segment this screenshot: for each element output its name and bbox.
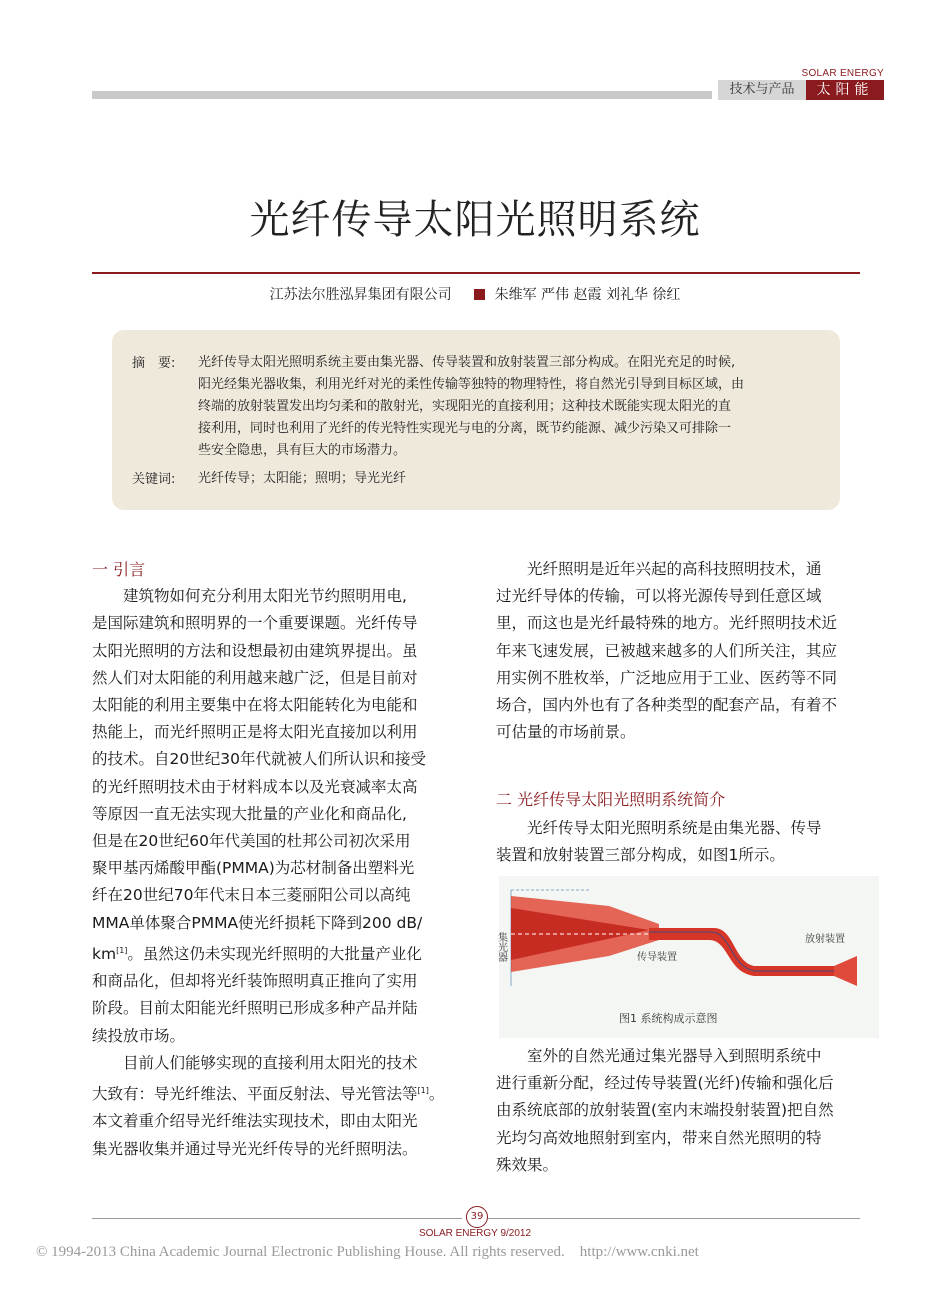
journal-name-en: SOLAR ENERGY [801,68,884,79]
text-line: 进行重新分配，经过传导装置(光纤)传输和强化后 [496,1074,834,1093]
journal-name-cn: 太阳能 [806,80,884,100]
abstract-label: 摘 要: [132,356,176,371]
article-title: 光纤传导太阳光照明系统 [249,197,701,243]
emitter-head [834,956,857,986]
text-line: 室外的自然光通过集光器导入到照明系统中 [527,1047,822,1065]
text-line: 光纤照明是近年兴起的高科技照明技术，通 [527,560,822,578]
text-line: 可估量的市场前景。 [496,723,636,742]
section-heading-system: 二 光纤传导太阳光照明系统简介 [496,790,726,809]
abstract-text [198,352,823,462]
keywords-text: 光纤传导；太阳能；照明；导光光纤 [198,471,407,486]
footer-rule [488,1218,860,1219]
abstract-line: 终端的放射装置发出均匀柔和的散射光，实现阳光的直接利用；这种技术既能实现太阳光的直 [198,399,732,414]
left-column [92,556,456,1163]
keywords-label: 关键词: [132,472,176,487]
abstract-line: 些安全隐患，具有巨大的市场潜力。 [198,443,407,458]
text-line: 用实例不胜枚举，广泛地应用于工业、医药等不同 [496,668,838,687]
text-line: MMA单体聚合PMMA使光纤损耗下降到200 dB/ [92,913,423,932]
text-line: 太阳光照明的方法和设想最初由建筑界提出。虽 [92,641,418,660]
label-collector: 集光器 [495,932,507,962]
issue-label: SOLAR ENERGY 9/2012 [418,1228,532,1239]
abstract-line: 阳光经集光器收集，利用光纤对光的柔性传输等独特的物理特性，将自然光引导到目标区域，由 [198,377,745,392]
abstract-line: 光纤传导太阳光照明系统主要由集光器、传导装置和放射装置三部分构成。在阳光充足的时候, [198,355,736,370]
right-paragraph-2 [496,815,860,869]
text-line: 但是在20世纪60年代美国的杜邦公司初次采用 [92,832,411,851]
abstract-box [112,330,840,510]
text-line: 和商品化，但却将光纤装饰照明真正推向了实用 [92,972,418,991]
authors: 朱维军 严伟 赵霞 刘礼华 徐红 [494,287,681,303]
right-paragraph-3 [496,1043,860,1179]
text-line: 由系统底部的放射装置(室内末端投射装置)把自然 [496,1101,834,1120]
square-bullet-icon [474,289,485,300]
right-column [496,556,860,746]
text-line: 集光器收集并通过导光光纤传导的光纤照明法。 [92,1139,418,1158]
text-line: 然人们对太阳能的利用越来越广泛，但是目前对 [92,668,418,687]
text-line: 的光纤照明技术由于材料成本以及光衰减率太高 [92,777,418,796]
text-line: 大致有：导光纤维法、平面反射法、导光管法等[1]。 [92,1085,445,1104]
text-line: 过光纤导体的传输，可以将光源传导到任意区域 [496,587,822,606]
abstract-line: 接利用，同时也利用了光纤的传光特性实现光与电的分离，既节约能源、减少污染又可排除一 [198,421,732,436]
section-heading-intro: 一 引言 [92,560,146,579]
text-line: 太阳能的利用主要集中在将太阳能转化为电能和 [92,696,418,715]
footer-rule [92,1218,462,1219]
author-line [0,284,950,304]
text-line: 阶段。目前太阳能光纤照明已形成多种产品并陆 [92,999,418,1018]
label-transmission: 传导装置 [637,952,677,963]
text-line: 场合，国内外也有了各种类型的配套产品，有着不 [496,696,838,715]
text-line: 里，而这也是光纤最特殊的地方。光纤照明技术近 [496,614,838,633]
text-line: 续投放市场。 [92,1026,186,1045]
text-line: 光均匀高效地照射到室内，带来自然光照明的特 [496,1128,822,1147]
text-line: 年来飞速发展，已被越来越多的人们所关注，其应 [496,641,838,660]
label-emitter: 放射装置 [805,934,845,945]
text-line: 本文着重介绍导光纤维法实现技术，即由太阳光 [92,1112,418,1131]
text-line: 目前人们能够实现的直接利用太阳光的技术 [123,1053,418,1072]
citation-marker: [1] [116,945,128,955]
text-line: 等原因一直无法实现大批量的产业化和商品化, [92,804,407,823]
text-line: 装置和放射装置三部分构成，如图1所示。 [496,846,785,865]
figure-system-diagram [495,876,879,1038]
text-line: 是国际建筑和照明界的一个重要课题。光纤传导 [92,614,418,633]
citation-marker: [1] [417,1086,429,1096]
text-line: 光纤传导太阳光照明系统是由集光器、传导 [527,819,822,837]
text-line: 殊效果。 [496,1155,559,1174]
paragraph [92,583,456,610]
text-line: 纤在20世纪70年代末日本三菱丽阳公司以高纯 [92,886,411,905]
text-line: 热能上，而光纤照明正是将太阳光直接加以利用 [92,723,418,742]
copyright-notice: © 1994-2013 China Academic Journal Electronic Publishing House. All rights reserved. http://www.cnki.net [36,1244,699,1260]
header-bar [92,91,712,99]
text-line: km[1]。虽然这仍未实现光纤照明的大批量产业化 [92,945,422,963]
system-diagram [495,876,879,1038]
page-number: 39 [466,1206,488,1228]
affiliation: 江苏法尔胜泓昇集团有限公司 [269,287,452,303]
text-line: 聚甲基丙烯酸甲酯(PMMA)为芯材制备出塑料光 [92,859,415,878]
section-label: 技术与产品 [718,80,806,100]
figure-caption: 图1 系统构成示意图 [619,1012,718,1025]
text-line: 建筑物如何充分利用太阳光节约照明用电, [123,587,407,606]
title-divider [92,272,860,274]
text-line: 的技术。自20世纪30年代就被人们所认识和接受 [92,750,426,769]
